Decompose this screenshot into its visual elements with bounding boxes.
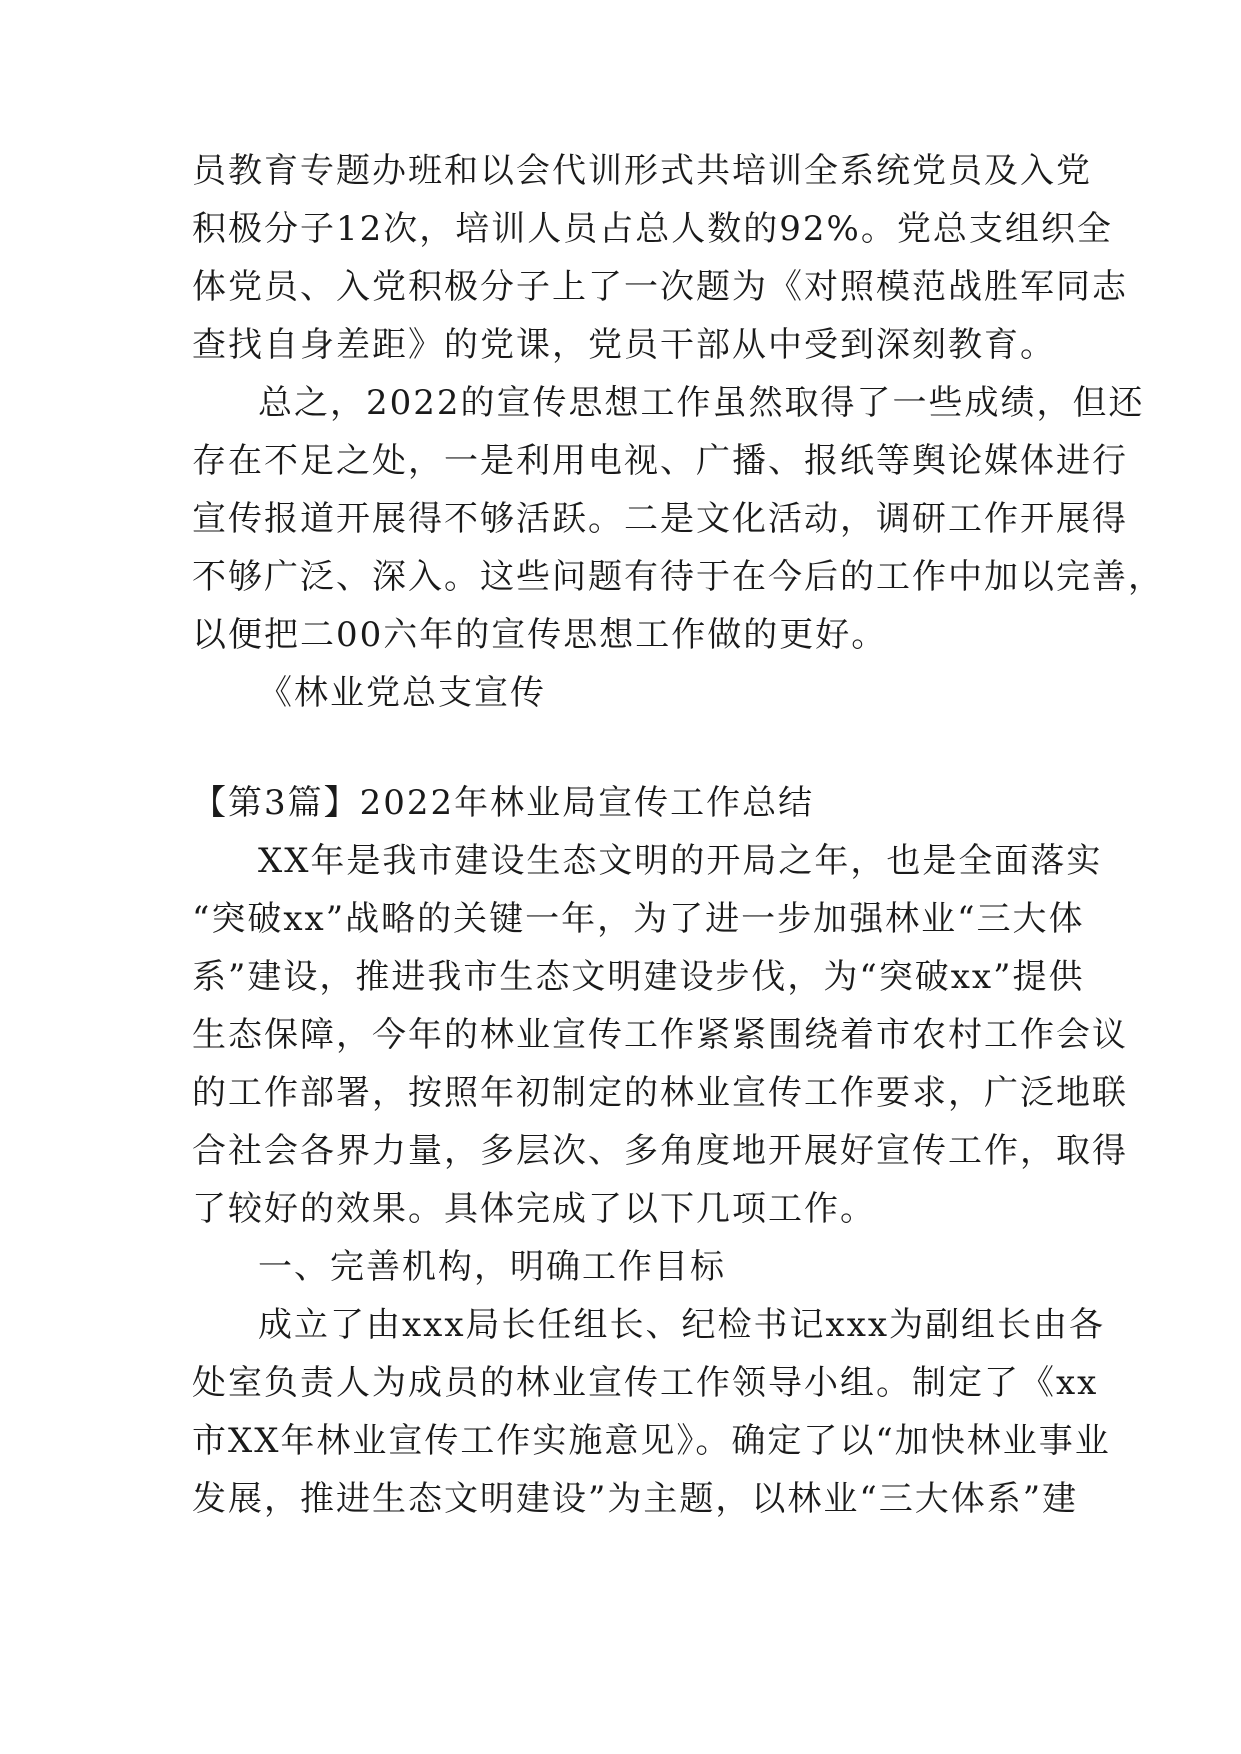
text-line: 以便把二00六年的宣传思想工作做的更好。 — [192, 615, 888, 655]
text-line: 合社会各界力量，多层次、多角度地开展好宣传工作，取得 — [192, 1131, 1128, 1171]
text-line: 体党员、入党积极分子上了一次题为《对照模范战胜军同志 — [192, 267, 1128, 307]
text-line: 不够广泛、深入。这些问题有待于在今后的工作中加以完善， — [192, 557, 1164, 597]
text-line: 宣传报道开展得不够活跃。二是文化活动，调研工作开展得 — [192, 499, 1128, 539]
text-line: 生态保障，今年的林业宣传工作紧紧围绕着市农村工作会议 — [192, 1015, 1128, 1055]
text-line: 处室负责人为成员的林业宣传工作领导小组。制定了《xx — [192, 1363, 1099, 1403]
text-line: 的工作部署，按照年初制定的林业宣传工作要求，广泛地联 — [192, 1073, 1128, 1113]
text-line: 积极分子12次，培训人员占总人数的92%。党总支组织全 — [192, 209, 1113, 249]
subsection-heading: 一、完善机构，明确工作目标 — [258, 1247, 726, 1287]
text-line: “突破xx”战略的关键一年，为了进一步加强林业“三大体 — [192, 899, 1085, 939]
section-heading: 【第3篇】2022年林业局宣传工作总结 — [192, 783, 815, 823]
text-line: 员教育专题办班和以会代训形式共培训全系统党员及入党 — [192, 151, 1092, 191]
text-line: 成立了由xxx局长任组长、纪检书记xxx为副组长由各 — [258, 1305, 1106, 1345]
text-line: 存在不足之处，一是利用电视、广播、报纸等舆论媒体进行 — [192, 441, 1128, 481]
text-line: 系”建设，推进我市生态文明建设步伐，为“突破xx”提供 — [192, 957, 1085, 997]
text-line: 查找自身差距》的党课，党员干部从中受到深刻教育。 — [192, 325, 1056, 365]
text-line: 发展，推进生态文明建设”为主题，以林业“三大体系”建 — [192, 1479, 1079, 1519]
text-line: XX年是我市建设生态文明的开局之年，也是全面落实 — [258, 841, 1103, 881]
text-line: 《林业党总支宣传 — [258, 673, 546, 713]
text-line: 了较好的效果。具体完成了以下几项工作。 — [192, 1189, 876, 1229]
text-line: 市XX年林业宣传工作实施意见》。确定了以“加快林业事业 — [192, 1421, 1111, 1461]
text-line: 总之，2022的宣传思想工作虽然取得了一些成绩，但还 — [258, 383, 1145, 423]
